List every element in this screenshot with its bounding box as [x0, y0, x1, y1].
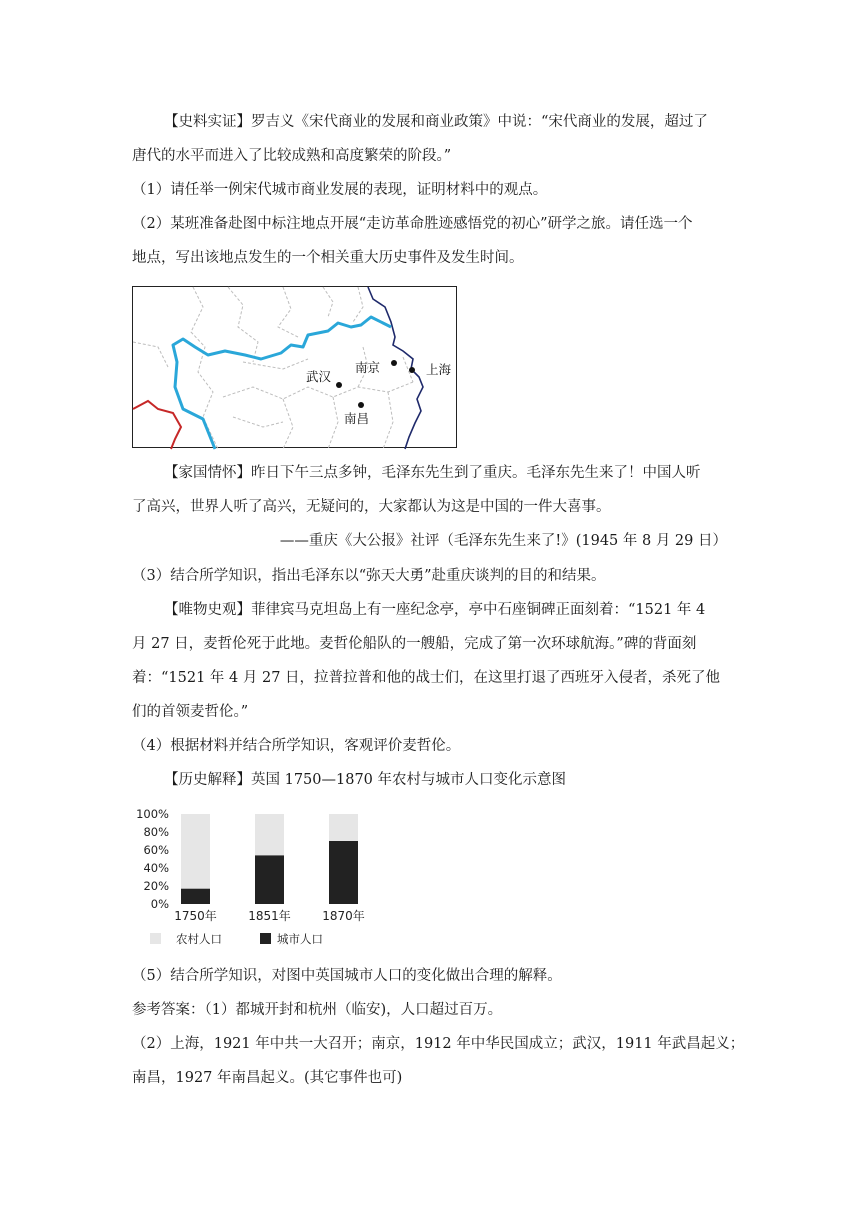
section3-line3: 着：“1521 年 4 月 27 日，拉普拉普和他的战士们，在这里打退了西班牙入侵者，杀死了他: [132, 670, 721, 686]
y-tick-label: 100%: [136, 807, 169, 821]
bar-rural: [181, 814, 210, 889]
bar-rural: [329, 814, 358, 841]
question-2-line2: 地点，写出该地点发生的一个相关重大历史事件及发生时间。: [132, 250, 524, 266]
y-tick-label: 20%: [143, 879, 169, 893]
y-tick-label: 0%: [150, 897, 169, 911]
question-3: （3）结合所学知识，指出毛泽东以“弥天大勇”赴重庆谈判的目的和结果。: [132, 568, 606, 584]
legend-label-rural: 农村人口: [176, 932, 222, 946]
bar-urban: [255, 855, 284, 904]
section3-line4: 们的首领麦哲伦。”: [132, 704, 249, 720]
question-1: （1）请任举一例宋代城市商业发展的表现，证明材料中的观点。: [132, 182, 548, 198]
nanjing-label: 南京: [355, 360, 381, 375]
y-tick-label: 80%: [143, 825, 169, 839]
wuhan-label: 武汉: [306, 369, 332, 384]
question-4: （4）根据材料并结合所学知识，客观评价麦哲伦。: [132, 738, 461, 754]
x-tick-label: 1851年: [248, 909, 291, 923]
section1-line1: 【史料实证】罗吉义《宋代商业的发展和商业政策》中说：“宋代商业的发展，超过了: [164, 114, 708, 130]
x-tick-label: 1750年: [174, 909, 217, 923]
answers-line2: （2）上海，1921 年中共一大召开；南京，1912 年中华民国成立；武汉，1911 年武昌起义；: [132, 1036, 745, 1052]
shanghai-dot: [409, 367, 415, 373]
y-tick-label: 40%: [143, 861, 169, 875]
province-border-red: [133, 401, 181, 449]
nanchang-label: 南昌: [344, 411, 370, 426]
section3-line1: 【唯物史观】菲律宾马克坦岛上有一座纪念亭，亭中石座铜碑正面刻着：“1521 年 4: [164, 602, 706, 618]
section2-line1: 【家国情怀】昨日下午三点多钟，毛泽东先生到了重庆。毛泽东先生来了！中国人听: [164, 465, 701, 481]
x-tick-label: 1870年: [322, 909, 365, 923]
section3-line2: 月 27 日，麦哲伦死于此地。麦哲伦船队的一艘船，完成了第一次环球航海。”碑的背面刻: [132, 636, 697, 652]
question-5: （5）结合所学知识，对图中英国城市人口的变化做出合理的解释。: [132, 968, 562, 984]
section4-line1: 【历史解释】英国 1750—1870 年农村与城市人口变化示意图: [164, 772, 567, 788]
section1-line2: 唐代的水平而进入了比较成熟和高度繁荣的阶段。”: [132, 148, 452, 164]
population-chart-svg: [136, 804, 380, 959]
section2-line2: 了高兴，世界人听了高兴，无疑问的，大家都认为这是中国的一件大喜事。: [132, 499, 611, 515]
section2-source: ——重庆《大公报》社评（毛泽东先生来了!》(1945 年 8 月 29 日）: [279, 533, 727, 549]
bar-urban: [329, 841, 358, 904]
answers-line3: 南昌，1927 年南昌起义。(其它事件也可): [132, 1070, 403, 1086]
wuhan-dot: [336, 382, 342, 388]
bar-rural: [255, 814, 284, 855]
legend-swatch-urban: [260, 933, 271, 944]
nanchang-dot: [358, 402, 364, 408]
answers-line1: 参考答案：（1）都城开封和杭州（临安)，人口超过百万。: [132, 1002, 503, 1018]
population-chart: [136, 804, 380, 959]
y-tick-label: 60%: [143, 843, 169, 857]
china-map: [132, 286, 457, 448]
bar-urban: [181, 889, 210, 904]
legend-label-urban: 城市人口: [277, 932, 323, 946]
shanghai-label: 上海: [426, 362, 452, 377]
question-2-line1: （2）某班准备赴图中标注地点开展“走访革命胜迹感悟党的初心”研学之旅。请任选一个: [132, 216, 693, 232]
legend-swatch-rural: [150, 933, 161, 944]
nanjing-dot: [391, 360, 397, 366]
yangtze-river: [173, 317, 391, 449]
